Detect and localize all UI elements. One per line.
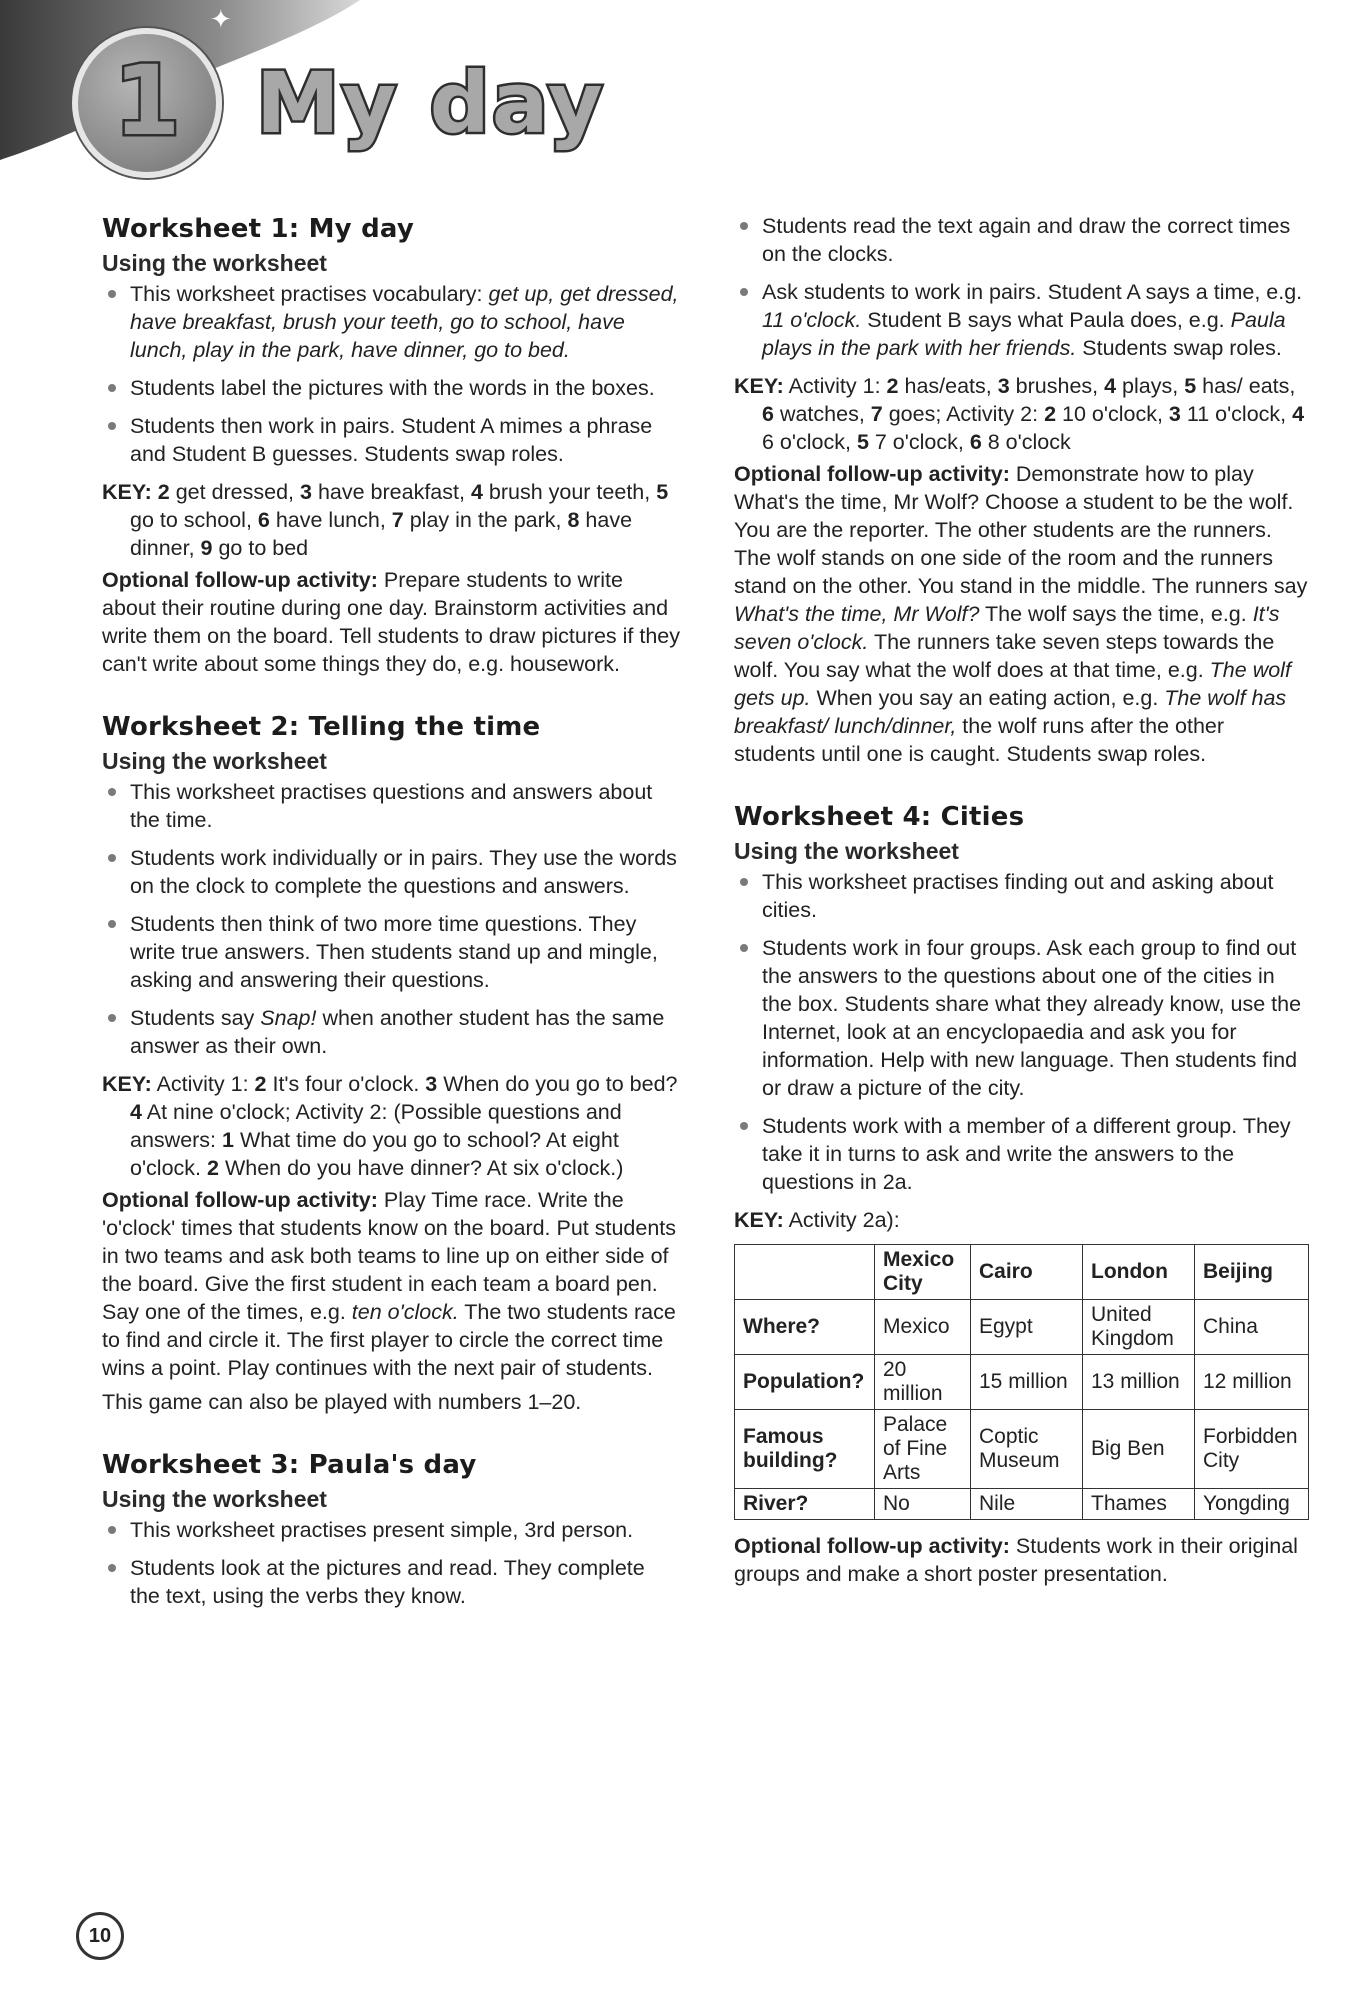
list-item: Students work with a member of a different group. They take it in turns to ask and write the answers to the questions in 2a. [734,1112,1309,1196]
list-item: This worksheet practises present simple, 3rd person. [102,1516,680,1544]
table-cell: Thames [1083,1489,1195,1520]
table-header-cell: Beijing [1195,1245,1309,1300]
worksheet-1-title: Worksheet 1: My day [102,214,414,244]
key-label: KEY: [102,1072,152,1096]
worksheet-4-bullets [734,868,1309,1196]
key-text: Activity 1: 2 has/eats, 3 brushes, 4 plays, 5 has/ eats, 6 watches, 7 goes; Activity 2: 2 10 o'clock, 3 11 o'clock, 4 6 o'clock, 5 7 o'clock, 6 8 o'clock [762,374,1305,454]
optional-text: Prepare students to write about their routine during one day. Brainstorm activities and write them on the board. Tell students to draw pictures if they can't write about some things they do, e.g. housework. [102,568,681,676]
worksheet-3-title: Worksheet 3: Paula's day [102,1450,477,1480]
table-cell: Yongding [1195,1489,1309,1520]
bullet-text: This worksheet practises vocabulary: [130,282,489,306]
sparkle-icon: ✦ [210,4,232,34]
table-row [735,1489,1309,1520]
table-row-header: Population? [735,1355,875,1410]
optional-label: Optional follow-up activity: [102,568,378,592]
list-item: Students read the text again and draw the correct times on the clocks. [734,212,1309,268]
table-cell: Mexico [875,1300,971,1355]
list-item: Ask students to work in pairs. Student A says a time, e.g. 11 o'clock. Student B says what Paula does, e.g. Paula plays in the park with her friends. Students swap roles. [734,278,1309,362]
answer-key [102,478,680,562]
table-row-header: River? [735,1489,875,1520]
table-cell: Nile [971,1489,1083,1520]
list-item: This worksheet practises questions and answers about the time. [102,778,680,834]
table-cell: Coptic Museum [971,1410,1083,1489]
optional-activity [734,1532,1309,1588]
cities-table [734,1244,1309,1520]
answer-key [734,1206,1309,1234]
optional-text: Students work in their original groups and make a short poster presentation. [734,1534,1298,1586]
table-cell: 13 million [1083,1355,1195,1410]
list-item: This worksheet practises finding out and asking about cities. [734,868,1309,924]
table-row-header: Famous building? [735,1410,875,1489]
sparkle-icon: ✦ [224,87,240,107]
key-label: KEY: [102,480,152,504]
worksheet-1-subheading: Using the worksheet [102,250,327,276]
table-cell: 12 million [1195,1355,1309,1410]
table-row [735,1355,1309,1410]
left-column [102,212,680,1620]
worksheet-2-title: Worksheet 2: Telling the time [102,712,541,742]
optional-label: Optional follow-up activity: [734,1534,1010,1558]
table-header-cell: Mexico City [875,1245,971,1300]
optional-activity: Optional follow-up activity: Demonstrate how to play What's the time, Mr Wolf? Choose a student to be the wolf. You are the reporter. The other students are the runners. The wolf stands on one side of the room and the runners stand on the other. You stand in the middle. The runners say What's the time, Mr Wolf? The wolf says the time, e.g. It's seven o'clock. The runners take seven steps towards the wolf. You say what the wolf does at that time, e.g. The wolf gets up. When you say an eating action, e.g. The wolf has breakfast/ lunch/dinner, the wolf runs after the other students until one is caught. Students swap roles. [734,462,1308,766]
extra-note: This game can also be played with numbers 1–20. [102,1390,582,1414]
page-number: 10 [76,1912,124,1960]
vocabulary-list: get up, get dressed, have breakfast, brush your teeth, go to school, have lunch, play in the park, have dinner, go to bed. [130,282,679,362]
list-item: Students then work in pairs. Student A mimes a phrase and Student B guesses. Students swap roles. [102,412,680,468]
worksheet-3-bullets [102,1516,680,1610]
worksheet-1-section [102,212,680,678]
table-cell: No [875,1489,971,1520]
answer-key [102,1070,680,1182]
table-cell: China [1195,1300,1309,1355]
worksheet-1-bullets [102,280,680,468]
worksheet-2-section [102,710,680,1416]
unit-number: 1 [113,45,181,157]
table-cell: 20 million [875,1355,971,1410]
table-row [735,1300,1309,1355]
worksheet-3-subheading: Using the worksheet [102,1486,327,1512]
list-item: Students say Snap! when another student has the same answer as their own. [102,1004,680,1060]
worksheet-2-subheading: Using the worksheet [102,748,327,774]
table-cell: Forbidden City [1195,1410,1309,1489]
list-item: Students work in four groups. Ask each group to find out the answers to the questions about one of the cities in the box. Students share what they already know, use the Internet, look at an encyclopaedia and ask you for information. Help with new language. Then students find or draw a picture of the city. [734,934,1309,1102]
optional-label: Optional follow-up activity: [734,462,1010,486]
key-text: Activity 1: 2 It's four o'clock. 3 When do you go to bed? 4 At nine o'clock; Activity 2: (Possible questions and answers: 1 What time do you go to school? At eight o'clock. 2 When do you have dinner? At six o'clock.) [130,1072,678,1180]
table-header-cell [735,1245,875,1300]
unit-title: My day [256,54,605,152]
key-label: KEY: [734,1208,784,1232]
table-cell: Big Ben [1083,1410,1195,1489]
table-row-header: Where? [735,1300,875,1355]
optional-activity [102,566,680,678]
worksheet-3-continued [734,212,1309,768]
list-item: Students then think of two more time questions. They write true answers. Then students stand up and mingle, asking and answering their questions. [102,910,680,994]
list-item: Students work individually or in pairs. They use the words on the clock to complete the questions and answers. [102,844,680,900]
worksheet-3-bullets-cont [734,212,1309,362]
table-header-cell: Cairo [971,1245,1083,1300]
worksheet-4-subheading: Using the worksheet [734,838,959,864]
key-label: KEY: [734,374,784,398]
worksheet-4-section [734,800,1309,1588]
worksheet-3-section [102,1448,680,1610]
optional-activity: Optional follow-up activity: Play Time race. Write the 'o'clock' times that students know on the board. Put students in two teams and ask both teams to line up on either side of the board. Give the first student in each team a board pen. Say one of the times, e.g. ten o'clock. The two students race to find and circle it. The first player to circle the correct time wins a point. Play continues with the next pair of students. [102,1188,677,1380]
worksheet-4-title: Worksheet 4: Cities [734,802,1025,832]
list-item: Students look at the pictures and read. They complete the text, using the verbs they know. [102,1554,680,1610]
key-text: Activity 2a): [783,1208,900,1232]
optional-label: Optional follow-up activity: [102,1188,378,1212]
table-cell: Egypt [971,1300,1083,1355]
list-item: Students label the pictures with the words in the boxes. [102,374,680,402]
answer-key [734,372,1309,456]
worksheet-2-bullets [102,778,680,1060]
list-item [102,280,680,364]
key-text: 2 get dressed, 3 have breakfast, 4 brush your teeth, 5 go to school, 6 have lunch, 7 play in the park, 8 have dinner, 9 go to bed [130,480,669,560]
table-cell: United Kingdom [1083,1300,1195,1355]
right-column [734,212,1309,1594]
table-header-cell: London [1083,1245,1195,1300]
table-cell: Palace of Fine Arts [875,1410,971,1489]
table-header-row [735,1245,1309,1300]
table-row [735,1410,1309,1489]
table-cell: 15 million [971,1355,1083,1410]
